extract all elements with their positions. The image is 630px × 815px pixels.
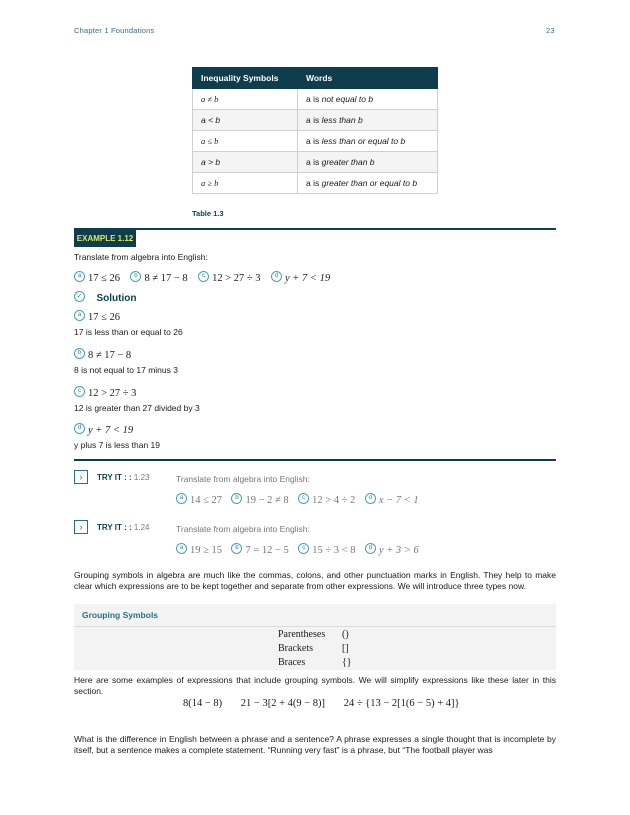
problem-a: 17 ≤ 26 xyxy=(88,273,121,284)
try-it-problems xyxy=(176,540,419,558)
words-emph: less than b xyxy=(321,115,363,125)
problem-a: 14 ≤ 27 xyxy=(190,495,223,506)
letter-b-marker: b xyxy=(231,543,242,554)
try-it-problems xyxy=(176,490,419,508)
table-cell-words xyxy=(298,89,438,110)
page-number: 23 xyxy=(546,26,555,35)
example-rule xyxy=(74,228,556,230)
table-header-symbols: Inequality Symbols xyxy=(193,68,298,89)
grouping-symbol: () xyxy=(342,629,349,640)
grouping-title: Grouping Symbols xyxy=(74,604,556,627)
table-cell-symbol: a ≠ b xyxy=(193,89,298,110)
inequality-table xyxy=(192,67,438,194)
table-caption: Table 1.3 xyxy=(192,209,224,218)
solution-c xyxy=(74,383,200,413)
words-prefix: a is xyxy=(306,115,322,125)
problem-c: 12 > 27 ÷ 3 xyxy=(212,273,261,284)
letter-a-marker: a xyxy=(176,543,187,554)
letter-d-marker: d xyxy=(365,543,376,554)
grouping-examples xyxy=(183,698,460,709)
try-it-prompt: Translate from algebra into English: xyxy=(176,474,310,484)
problem-b: 8 ≠ 17 − 8 xyxy=(144,273,188,284)
problem-d: x − 7 < 1 xyxy=(378,495,419,506)
letter-a-marker: a xyxy=(176,493,187,504)
try-it-arrow-icon[interactable]: › xyxy=(74,470,88,484)
paragraph-grouping-intro: Grouping symbols in algebra are much like the commas, colons, and other punctuation marks in English. They help to make clear which expressions are to be kept together and separate from other expressions. We will introduce three types now. xyxy=(74,570,556,591)
solution-expr: 17 ≤ 26 xyxy=(88,312,121,323)
try-it-label xyxy=(97,523,149,532)
solution-expr: 12 > 27 ÷ 3 xyxy=(88,388,137,399)
try-it-arrow-icon[interactable]: › xyxy=(74,520,88,534)
try-it-number: 1.24 xyxy=(133,523,150,532)
words-prefix: a is xyxy=(306,178,322,188)
table-row xyxy=(193,89,438,110)
problem-d: y + 3 > 6 xyxy=(378,545,419,556)
letter-d-marker: d xyxy=(271,271,282,282)
try-it-prompt: Translate from algebra into English: xyxy=(176,524,310,534)
letter-b-marker: b xyxy=(74,348,85,359)
words-prefix: a is xyxy=(306,157,322,167)
words-emph: greater than or equal to b xyxy=(321,178,418,188)
letter-b-marker: b xyxy=(231,493,242,504)
grouping-row xyxy=(278,656,352,670)
table-header-row xyxy=(193,68,438,89)
table-row xyxy=(193,131,438,152)
solution-title: Solution xyxy=(96,293,137,304)
example-prompt: Translate from algebra into English: xyxy=(74,252,208,262)
grouping-name: Parentheses xyxy=(278,629,326,640)
letter-c-marker: c xyxy=(74,386,85,397)
letter-c-marker: c xyxy=(298,493,309,504)
solution-a xyxy=(74,307,183,337)
table-row xyxy=(193,152,438,173)
table-cell-symbol: a > b xyxy=(193,152,298,173)
letter-a-marker: a xyxy=(74,310,85,321)
words-prefix: a is xyxy=(306,94,322,104)
grouping-name: Braces xyxy=(278,657,306,668)
example-label: EXAMPLE 1.12 xyxy=(74,230,136,247)
words-emph: not equal to b xyxy=(321,94,374,104)
solution-text: y plus 7 is less than 19 xyxy=(74,440,160,450)
letter-d-marker: d xyxy=(74,423,85,434)
letter-b-marker: b xyxy=(130,271,141,282)
table-cell-words xyxy=(298,152,438,173)
problem-c: 12 > 4 ÷ 2 xyxy=(312,495,356,506)
solution-text: 8 is not equal to 17 minus 3 xyxy=(74,365,178,375)
solution-heading xyxy=(74,288,136,306)
words-emph: less than or equal to b xyxy=(321,136,406,146)
grouping-example-expr: 24 ÷ {13 − 2[1(6 − 5) + 4]} xyxy=(343,698,460,709)
grouping-symbols-box xyxy=(74,604,556,670)
letter-d-marker: d xyxy=(365,493,376,504)
chapter-header: Chapter 1 Foundations xyxy=(74,26,155,35)
grouping-symbol: {} xyxy=(342,657,352,668)
table-cell-words xyxy=(298,110,438,131)
problem-c: 15 ÷ 3 < 8 xyxy=(312,545,356,556)
letter-c-marker: c xyxy=(298,543,309,554)
grouping-example-expr: 8(14 − 8) xyxy=(183,698,223,709)
grouping-row xyxy=(278,642,352,656)
grouping-symbol: [] xyxy=(342,643,349,654)
table-cell-symbol: a ≤ b xyxy=(193,131,298,152)
problem-b: 7 = 12 − 5 xyxy=(245,545,289,556)
solution-b xyxy=(74,345,178,375)
example-problems xyxy=(74,268,330,286)
solution-d xyxy=(74,420,160,450)
paragraph-examples-intro: Here are some examples of expressions that include grouping symbols. We will simplify expressions like these later in this section. xyxy=(74,675,556,696)
try-it-number: 1.23 xyxy=(133,473,150,482)
check-icon: ✓ xyxy=(74,291,85,302)
table-header-words: Words xyxy=(298,68,438,89)
paragraph-phrase-sentence: What is the difference in English between a phrase and a sentence? A phrase expresses a single thought that is incomplete by itself, but a sentence makes a complete statement. “Running very fast” is a phrase, but “The football player was xyxy=(74,734,556,755)
words-prefix: a is xyxy=(306,136,322,146)
solution-expr: y + 7 < 19 xyxy=(88,425,134,436)
solution-text: 12 is greater than 27 divided by 3 xyxy=(74,403,200,413)
table-cell-symbol: a < b xyxy=(193,110,298,131)
try-it-text: TRY IT : : xyxy=(97,523,132,532)
table-row xyxy=(193,173,438,194)
letter-c-marker: c xyxy=(198,271,209,282)
problem-d: y + 7 < 19 xyxy=(285,273,331,284)
words-emph: greater than b xyxy=(321,157,375,167)
grouping-list xyxy=(278,628,352,670)
grouping-example-expr: 21 − 3[2 + 4(9 − 8)] xyxy=(240,698,326,709)
grouping-row xyxy=(278,628,352,642)
problem-b: 19 − 2 ≠ 8 xyxy=(245,495,289,506)
grouping-name: Brackets xyxy=(278,643,313,654)
table-cell-words xyxy=(298,173,438,194)
table-row xyxy=(193,110,438,131)
table-cell-symbol: a ≥ b xyxy=(193,173,298,194)
solution-expr: 8 ≠ 17 − 8 xyxy=(88,350,132,361)
letter-a-marker: a xyxy=(74,271,85,282)
table-cell-words xyxy=(298,131,438,152)
solution-text: 17 is less than or equal to 26 xyxy=(74,327,183,337)
try-it-text: TRY IT : : xyxy=(97,473,132,482)
example-end-rule xyxy=(74,459,556,461)
try-it-label xyxy=(97,473,149,482)
problem-a: 19 ≥ 15 xyxy=(190,545,223,556)
